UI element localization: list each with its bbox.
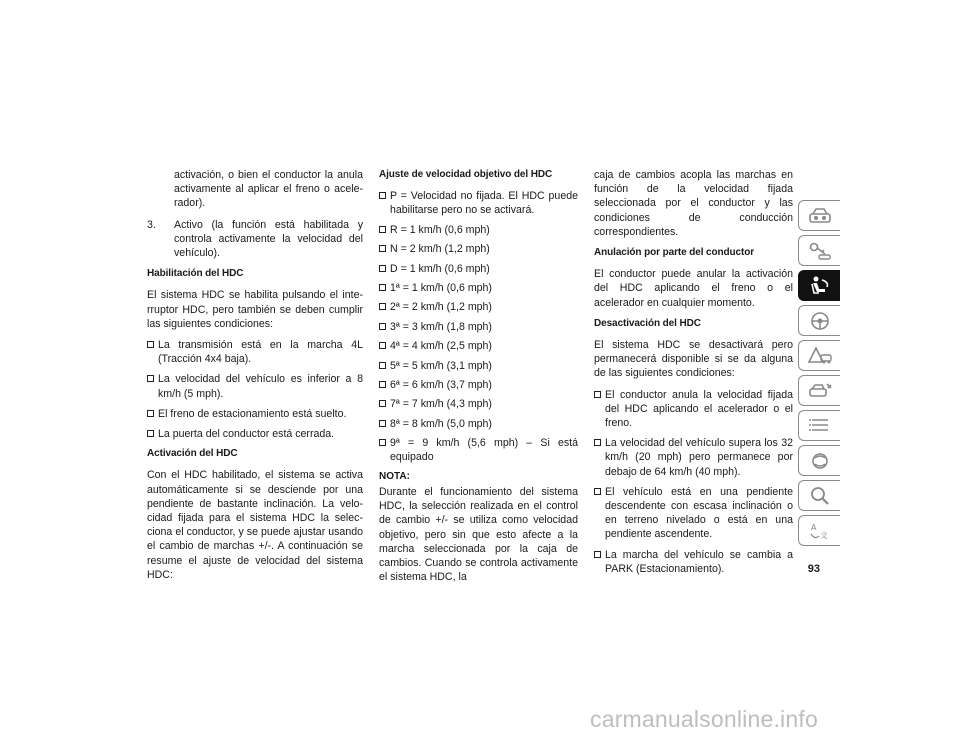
- tab-service[interactable]: [798, 375, 840, 406]
- list-item-text: D = 1 km/h (0,6 mph): [390, 262, 490, 275]
- numbered-item-3: [147, 218, 363, 261]
- heading-habilitacion: Habilitación del HDC: [147, 268, 244, 280]
- checkbox-bullet-icon: [379, 284, 386, 291]
- list-item: [147, 407, 363, 421]
- svg-text:A: A: [810, 522, 816, 532]
- tab-specifications[interactable]: [798, 410, 840, 441]
- list-item: [379, 281, 578, 295]
- deactivation-conditions-list: [594, 388, 793, 576]
- checkbox-bullet-icon: [379, 192, 386, 199]
- heading-ajuste-velocidad: Ajuste de velocidad objetivo del HDC: [379, 169, 553, 180]
- list-item-text: P = Velocidad no fijada. El HDC puede habilitarse pero no se activará.: [390, 190, 578, 217]
- list-item-text: N = 2 km/h (1,2 mph): [390, 243, 490, 256]
- list-item: [379, 242, 578, 256]
- list-item: [147, 338, 363, 366]
- checkbox-bullet-icon: [594, 551, 601, 558]
- tab-emergency[interactable]: [798, 340, 840, 371]
- checkbox-bullet-icon: [594, 488, 601, 495]
- heading-desactivacion: Desactivación del HDC: [594, 317, 701, 329]
- checkbox-bullet-icon: [147, 430, 154, 437]
- heading-anulacion: Anulación por parte del conductor: [594, 247, 755, 259]
- tab-multimedia[interactable]: [798, 445, 840, 476]
- tab-driving[interactable]: [798, 305, 840, 336]
- list-item: [379, 436, 578, 464]
- checkbox-bullet-icon: [379, 420, 386, 427]
- chapter-tabs: [798, 200, 842, 550]
- checkbox-bullet-icon: [147, 341, 154, 348]
- list-item-text: 8ª = 8 km/h (5,0 mph): [390, 417, 492, 430]
- list-item: [379, 262, 578, 276]
- checkbox-bullet-icon: [379, 362, 386, 369]
- continued-list-item: activación, o bien el conductor la anula activamente al aplicar el freno o acelerador).: [174, 169, 363, 210]
- item-number: 3.: [147, 218, 156, 231]
- list-item-text: 9ª = 9 km/h (5,6 mph) – Si está equipado: [390, 437, 578, 464]
- list-item-text: El conductor anula la velocidad fijada del HDC aplicando el acelerador o el freno.: [605, 388, 793, 430]
- list-item: [379, 378, 578, 392]
- list-item-text: 4ª = 4 km/h (2,5 mph): [390, 340, 492, 353]
- service-car-icon: [807, 380, 833, 402]
- language-icon: [807, 520, 833, 542]
- list-item: [379, 359, 578, 373]
- list-item: [379, 189, 578, 217]
- checkbox-bullet-icon: [379, 381, 386, 388]
- list-item-text: 5ª = 5 km/h (3,1 mph): [390, 359, 492, 372]
- text-column-2: [379, 168, 578, 591]
- list-item: [379, 417, 578, 431]
- list-item: [594, 548, 793, 576]
- note-label: NOTA:: [379, 470, 410, 482]
- speed-list: [379, 189, 578, 464]
- list-item-text: El vehículo está en una pendiente descendente con escasa inclinación o en terreno nivelado o está en una pendiente ascendente.: [605, 485, 793, 541]
- list-item-text: 7ª = 7 km/h (4,3 mph): [390, 398, 492, 411]
- habilitacion-paragraph: El sistema HDC se habilita pulsando el interruptor HDC, pero también se deben cumplir las siguientes condiciones:: [147, 289, 363, 330]
- list-item: [379, 300, 578, 314]
- checkbox-bullet-icon: [594, 391, 601, 398]
- multimedia-icon: [807, 450, 833, 472]
- checkbox-bullet-icon: [147, 375, 154, 382]
- search-icon: [807, 485, 833, 507]
- heading-activacion: Activación del HDC: [147, 448, 238, 460]
- checkbox-bullet-icon: [379, 303, 386, 310]
- list-item-text: La velocidad del vehículo es inferior a 8 km/h (5 mph).: [158, 373, 363, 400]
- tab-index[interactable]: [798, 480, 840, 511]
- list-item: [147, 372, 363, 400]
- list-item-text: La velocidad del vehículo supera los 32 km/h (20 mph) pero permanece por debajo de 64 km/h (40 mph).: [605, 437, 793, 478]
- checkbox-bullet-icon: [379, 323, 386, 330]
- list-item-text: La marcha del vehículo se cambia a PARK (Estacionamiento).: [605, 548, 793, 575]
- list-item-text: 2ª = 2 km/h (1,2 mph): [390, 301, 492, 314]
- list-item-text: La transmisión está en la marcha 4L (Tracción 4x4 baja).: [158, 339, 363, 366]
- item-text: Activo (la función está habilitada y controla activamente la velocidad del vehículo).: [174, 218, 363, 260]
- list-item: [379, 339, 578, 353]
- svg-text:文: 文: [819, 530, 828, 540]
- anulacion-paragraph: El conductor puede anular la activación del HDC aplicando el freno o el acelerador en cualquier momento.: [594, 268, 793, 309]
- desactivacion-paragraph: El sistema HDC se desactivará pero permanecerá disponible si se da alguna de las siguientes condiciones:: [594, 339, 793, 380]
- tab-safety[interactable]: [798, 270, 840, 301]
- conditions-list: [147, 338, 363, 441]
- text-column-3: [594, 168, 793, 582]
- checkbox-bullet-icon: [379, 342, 386, 349]
- continued-paragraph: caja de cambios acopla las marchas en función de la velocidad fijada seleccionada por el conductor y las condiciones de conducción correspondientes.: [594, 169, 793, 238]
- specifications-list-icon: [807, 415, 833, 437]
- checkbox-bullet-icon: [379, 226, 386, 233]
- list-item: [594, 388, 793, 431]
- activacion-paragraph: Con el HDC habilitado, el sistema se activa automáticamente si se desciende por una pendiente de bastante inclinación. La velocidad fijada para el sistema HDC la selecciona el conductor, y se puede ajustar usando el cambio de marchas +/-. A continuación se resume el ajuste de velocidad del sistema HDC:: [147, 469, 363, 581]
- keys-car-icon: [807, 240, 833, 262]
- steering-wheel-icon: [807, 310, 833, 332]
- list-item-text: El freno de estacionamiento está suelto.: [158, 407, 347, 420]
- list-item: [379, 223, 578, 237]
- text-column-1: [147, 168, 363, 589]
- watermark: carmanualsonline.info: [590, 706, 818, 732]
- page-number: 93: [807, 563, 820, 575]
- list-item-text: La puerta del conductor está cerrada.: [158, 428, 335, 441]
- airbag-seat-icon: [807, 275, 833, 297]
- list-item: [594, 485, 793, 542]
- checkbox-bullet-icon: [379, 400, 386, 407]
- list-item-text: 3ª = 3 km/h (1,8 mph): [390, 320, 492, 333]
- list-item-text: R = 1 km/h (0,6 mph): [390, 223, 490, 236]
- list-item-text: 1ª = 1 km/h (0,6 mph): [390, 281, 492, 294]
- checkbox-bullet-icon: [594, 439, 601, 446]
- checkbox-bullet-icon: [147, 410, 154, 417]
- roadside-warning-icon: [807, 345, 833, 367]
- tab-dashboard[interactable]: [798, 200, 840, 231]
- note-paragraph: Durante el funcionamiento del sistema HDC, la selección realizada en el control de cambio +/- se utiliza como velocidad objetivo, pero sin que esto afecte a la marcha seleccionada por la caja de cambios. Cuando se controla activamente el sistema HDC, la: [379, 485, 578, 584]
- tab-language[interactable]: [798, 515, 840, 546]
- checkbox-bullet-icon: [379, 265, 386, 272]
- list-item: [379, 320, 578, 334]
- tab-keys[interactable]: [798, 235, 840, 266]
- list-item: [147, 427, 363, 441]
- list-item-text: 6ª = 6 km/h (3,7 mph): [390, 378, 492, 391]
- list-item: [594, 436, 793, 479]
- list-item: [379, 397, 578, 411]
- checkbox-bullet-icon: [379, 245, 386, 252]
- car-dashboard-icon: [807, 205, 833, 227]
- checkbox-bullet-icon: [379, 439, 386, 446]
